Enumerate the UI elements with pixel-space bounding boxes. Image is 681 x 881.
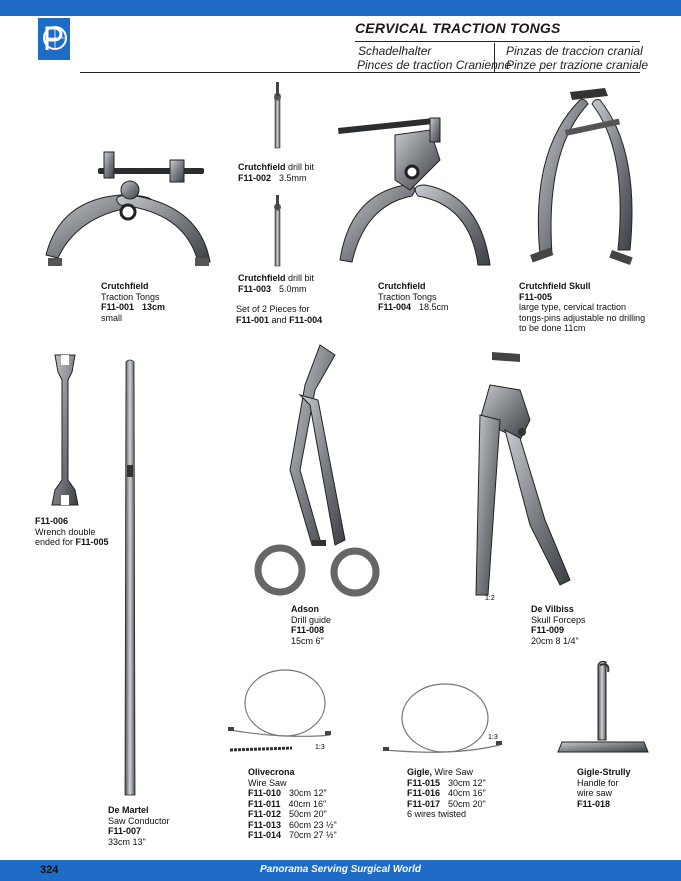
variant-size: 50cm 20": [448, 798, 486, 809]
product-name: Adson: [291, 604, 319, 614]
variant-code: F11-015: [407, 777, 441, 788]
product-code: F11-018: [577, 798, 611, 809]
caption-f11-001: [101, 281, 165, 323]
set-note: [236, 304, 322, 325]
de-martel-saw-conductor-image: [125, 360, 135, 795]
page-number: 324: [40, 864, 59, 876]
translation-de: Schadelhalter: [358, 44, 432, 58]
caption-olivecrona: [248, 767, 337, 841]
product-extra: small: [101, 312, 123, 323]
footer-tagline: Panorama Serving Surgical World: [260, 864, 421, 875]
product-code: F11-003: [238, 283, 272, 294]
product-name: De Vilbiss: [531, 604, 574, 614]
product-code: F11-008: [291, 625, 325, 635]
drill-bit-5mm-image: [274, 195, 281, 266]
product-code: F11-001: [101, 302, 135, 312]
product-size: 3.5mm: [279, 172, 307, 183]
product-desc: Traction Tongs: [101, 291, 160, 302]
caption-f11-008: [291, 604, 331, 646]
variant-size: 30cm 12": [448, 777, 486, 788]
variant-size: 50cm 20": [289, 809, 327, 819]
product-name-suffix: drill bit: [285, 273, 315, 283]
crutchfield-tongs-small-image: [46, 152, 210, 266]
product-name: Crutchfield: [378, 281, 426, 291]
product-name: Gigle-Strully: [577, 767, 631, 777]
variant-code: F11-012: [248, 809, 282, 819]
product-desc: Skull Forceps: [531, 614, 586, 625]
product-name: De Martel: [108, 805, 149, 815]
product-desc: Wire Saw: [248, 777, 287, 788]
product-desc: Drill guide: [291, 614, 332, 625]
product-name: Olivecrona: [248, 767, 295, 777]
caption-f11-009: [531, 604, 586, 646]
product-desc-line: tongs-pins adjustable no drilling: [519, 312, 646, 323]
product-desc-line: Wrench double: [35, 526, 96, 537]
caption-f11-003: [238, 273, 314, 294]
olivecrona-scale: 1:3: [315, 744, 325, 751]
product-size: 15cm 6": [291, 635, 324, 646]
set-note-line1: Set of 2 Pieces for: [236, 304, 310, 314]
variant-code: F11-014: [248, 830, 282, 840]
variant-code: F11-017: [407, 798, 441, 809]
variant-size: 30cm 12": [289, 788, 327, 798]
product-desc: Traction Tongs: [378, 291, 437, 302]
caption-f11-006: [35, 516, 109, 548]
product-desc-line: wire saw: [577, 788, 613, 798]
product-desc-line: large type, cervical traction: [519, 302, 627, 312]
product-note: 6 wires twisted: [407, 809, 467, 819]
set-note-code-a: F11-001: [236, 314, 270, 325]
caption-f11-004: [378, 281, 449, 313]
variant-code: F11-010: [248, 788, 282, 798]
adson-drill-guide-image: [258, 345, 376, 593]
product-code: F11-005: [519, 291, 553, 302]
set-note-and: and: [269, 314, 290, 325]
product-desc-line: ended for: [35, 537, 76, 547]
product-desc: Saw Conductor: [108, 815, 170, 826]
variant-code: F11-016: [407, 788, 441, 798]
caption-f11-005: [519, 281, 645, 334]
crutchfield-tongs-large-image: [338, 118, 490, 265]
variant-size: 40cm 16": [448, 788, 486, 798]
translation-it: Pinze per trazione craniale: [506, 58, 649, 72]
caption-f11-002: [238, 162, 314, 183]
product-code: F11-002: [238, 172, 272, 183]
product-name-suffix: Wire Saw: [432, 767, 474, 777]
translation-es: Pinzas de traccion cranial: [506, 44, 643, 58]
product-code: F11-007: [108, 826, 142, 836]
caption-f11-018: [577, 767, 631, 809]
product-size: 20cm 8 1/4": [531, 635, 579, 646]
caption-f11-007: [108, 805, 170, 847]
product-code: F11-006: [35, 516, 69, 526]
crutchfield-skull-tongs-image: [530, 88, 633, 265]
drill-bit-3-5mm-image: [274, 82, 281, 148]
double-ended-wrench-image: [52, 355, 78, 505]
de-vilbiss-skull-forceps-image: [476, 352, 570, 595]
variant-code: F11-013: [248, 819, 282, 830]
devilbiss-scale: 1:2: [485, 595, 495, 602]
variant-size: 40cm 16": [288, 798, 327, 809]
gigle-scale: 1:3: [488, 734, 498, 741]
variant-size: 70cm 27 ½": [289, 830, 337, 840]
variant-size: 60cm 23 ½": [289, 819, 337, 830]
variant-code: F11-011: [248, 798, 281, 809]
product-code: F11-009: [531, 625, 565, 635]
product-desc-line: Handle for: [577, 777, 619, 788]
product-size: 18.5cm: [419, 302, 449, 312]
caption-gigle-wire-saw: [407, 767, 486, 820]
product-name: Crutchfield: [101, 281, 149, 291]
translation-fr: Pinces de traction Cranienne: [357, 58, 512, 72]
product-name: Gigle,: [407, 767, 433, 777]
product-size: 5.0mm: [279, 283, 307, 294]
product-size: 13cm: [142, 302, 166, 312]
product-size: 33cm 13": [108, 836, 146, 847]
product-name: Crutchfield: [238, 273, 286, 283]
product-name-suffix: drill bit: [285, 162, 315, 172]
page-title: CERVICAL TRACTION TONGS: [355, 20, 561, 36]
product-code: F11-004: [378, 302, 412, 312]
product-name: Crutchfield Skull: [519, 281, 591, 291]
set-note-code-b: F11-004: [289, 314, 323, 325]
olivecrona-wire-saw-image: [228, 670, 331, 750]
gigle-wire-saw-image: [383, 684, 502, 752]
product-desc-line: to be done 11cm: [519, 323, 586, 333]
product-ref: F11-005: [75, 537, 109, 547]
product-name: Crutchfield: [238, 162, 286, 172]
gigle-strully-handle-image: [558, 661, 648, 752]
